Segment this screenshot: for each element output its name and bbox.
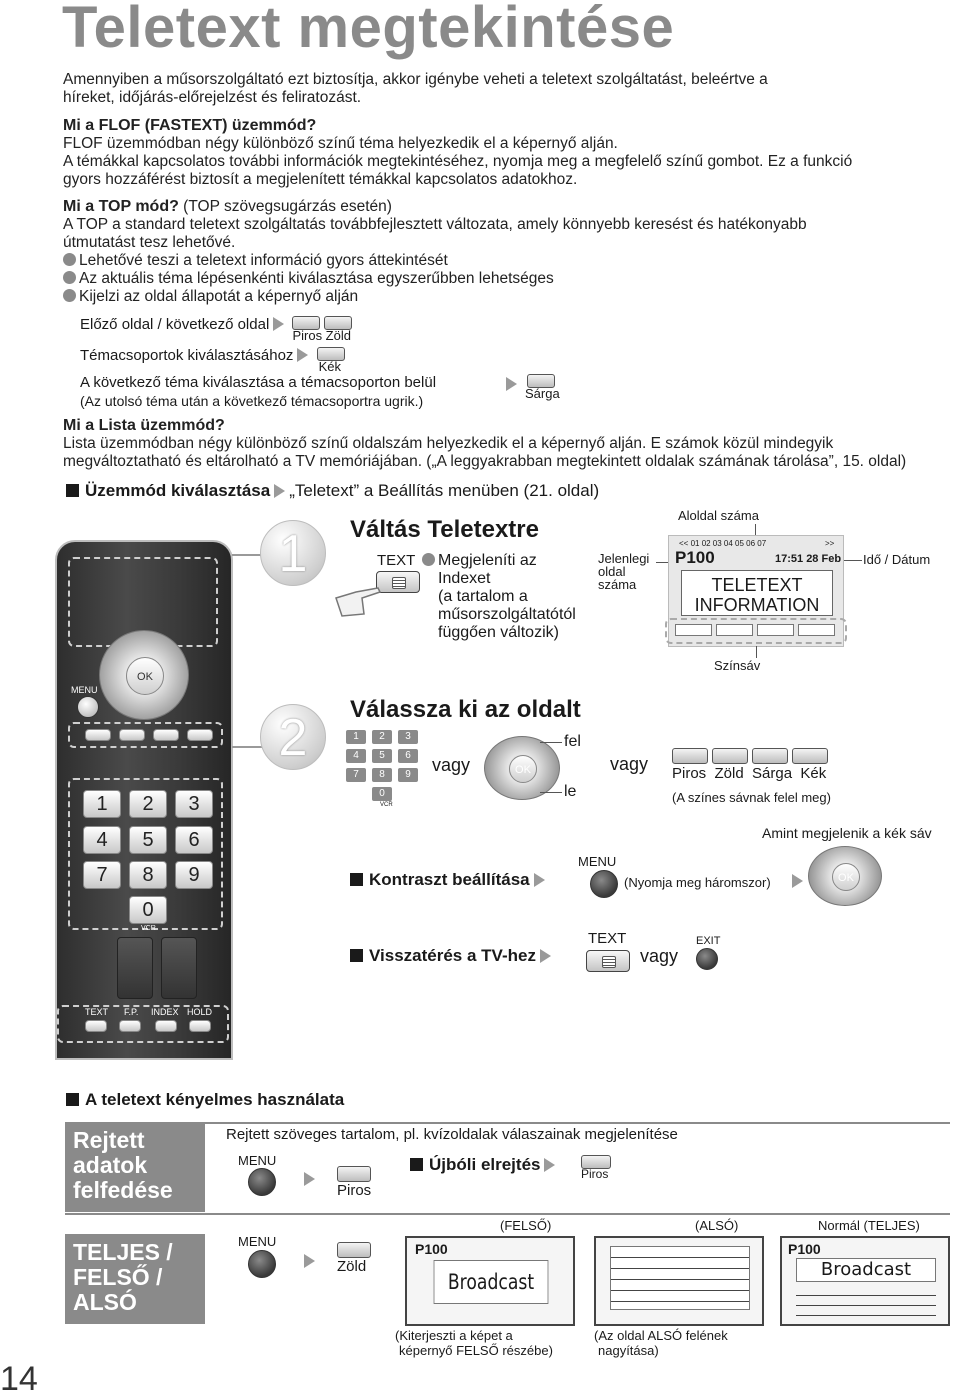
arrow-right-icon [544, 1158, 555, 1172]
arrow-right-icon [274, 484, 285, 498]
remote-digit-5[interactable]: 5 [129, 826, 167, 854]
screen-subpages: << 01 02 03 04 05 06 07 [679, 539, 767, 548]
bullet-icon [422, 553, 435, 566]
full-key-label: Zöld [337, 1258, 367, 1275]
step-2-down-label: le [564, 783, 577, 800]
hidden-menu-label: MENU [238, 1153, 277, 1168]
top-section: Mi a TOP mód? (TOP szövegsugárzás esetén) A TOP a standard teletext szolgáltatás továbbfejlesztett változata, amely könnyebb keresést és hatékonyabb útmutatást tesz lehetővé. Lehetővé teszi a teletext információ gyors áttekintését Az aktuális téma lépésenkénti kiválasztása egyszerűbben lehetséges Kijelzi az oldal állapotát a képernyő alján [63, 198, 807, 305]
remote-digit-0[interactable]: 0 [129, 896, 167, 924]
pointer-line [756, 646, 757, 658]
remote-volume-rocker[interactable] [117, 937, 153, 999]
step-2-colors-note: (A színes sávnak felel meg) [672, 790, 831, 805]
remote-menu-label: MENU [71, 685, 98, 695]
mini-key-4[interactable]: 4 [346, 749, 366, 763]
divider-line [65, 1122, 950, 1124]
screen-content: TELETEXT INFORMATION [681, 570, 833, 616]
remote-digit-1[interactable]: 1 [83, 790, 121, 818]
remote-digit-3[interactable]: 3 [175, 790, 213, 818]
step-2-up-label: fel [564, 733, 581, 750]
arrow-right-icon [297, 348, 308, 362]
hand-pointer-icon [334, 584, 384, 620]
contrast-note: (Nyomja meg háromszor) [624, 875, 771, 890]
contrast-row: Kontraszt beállítása [350, 870, 549, 890]
arrow-right-icon [273, 317, 284, 331]
divider-line [65, 1213, 950, 1215]
step-2-or-2: vagy [610, 754, 649, 774]
bullet-icon [63, 289, 76, 302]
remote-digit-2[interactable]: 2 [129, 790, 167, 818]
remote-blue-button[interactable] [187, 729, 213, 741]
lista-heading: Mi a Lista üzemmód? [63, 417, 225, 434]
remote-fp-button[interactable] [119, 1020, 141, 1032]
step-2-yellow-key[interactable] [752, 748, 788, 764]
top-title: (FELSŐ) [500, 1218, 552, 1233]
section-square-icon [410, 1158, 423, 1171]
convenient-heading: A teletext kényelmes használata [66, 1090, 344, 1110]
normal-screen-broadcast: Broadcast [796, 1258, 936, 1282]
step-1-desc: Megjeleníti az Indexet (a tartalom a műsorszolgáltatótól függően változik) [422, 552, 576, 642]
nav-prev-next: Előző oldal / következő oldal Piros Zöld [80, 316, 351, 343]
exit-label: EXIT [696, 935, 721, 947]
contrast-ok-button[interactable]: OK [832, 863, 860, 891]
rehide-row: Újbóli elrejtés [410, 1155, 559, 1175]
normal-screen [780, 1236, 950, 1326]
step-1-text-label: TEXT [377, 552, 416, 569]
top-screen-broadcast: Broadcast [434, 1260, 549, 1304]
rehide-key-label: Piros [581, 1167, 609, 1181]
hidden-key-label: Piros [337, 1182, 372, 1199]
color-bar-blue [798, 624, 835, 636]
lista-section: Mi a Lista üzemmód? Lista üzemmódban négy különböző színű oldalszám helyezkedik el a képernyő alján. E számok közül mindegyik megváltoztatható és eltárolható a TV memóriájában. („A leggyakrabban megtekintett oldalak számának tárolása”, 15. oldal) [63, 417, 907, 470]
full-top-bottom-label: TELJES / FELSŐ / ALSÓ [65, 1234, 205, 1324]
section-square-icon [350, 873, 363, 886]
step-2-dpad[interactable] [484, 736, 560, 800]
remote-red-button[interactable] [85, 729, 111, 741]
normal-screen-lines [796, 1286, 936, 1320]
remote-text-label: TEXT [85, 1007, 109, 1017]
remote-fp-label: F.P. [124, 1007, 139, 1017]
contrast-menu-button[interactable] [590, 870, 618, 898]
color-bar-red [675, 624, 712, 636]
bullet-icon [63, 271, 76, 284]
step-2-number: 2 [260, 704, 326, 770]
remote-menu-button[interactable] [77, 696, 99, 718]
section-square-icon [66, 1093, 79, 1106]
return-text-key[interactable] [586, 950, 630, 972]
hidden-menu-button[interactable] [248, 1168, 276, 1196]
full-green-key[interactable] [337, 1242, 371, 1258]
remote-digit-4[interactable]: 4 [83, 826, 121, 854]
color-bar-yellow [757, 624, 794, 636]
normal-title: Normál (TELJES) [818, 1218, 920, 1233]
top-heading: Mi a TOP mód? [63, 198, 179, 215]
bottom-note: (Az oldal ALSÓ felének nagyítása) [594, 1328, 728, 1358]
arrow-right-icon [540, 949, 551, 963]
pointer-line [540, 742, 562, 743]
contrast-caption: Amint megjelenik a kék sáv [762, 825, 932, 841]
remote-control [55, 540, 233, 1060]
color-bar-green [716, 624, 753, 636]
arrow-right-icon [304, 1172, 315, 1186]
remote-index-button[interactable] [155, 1020, 177, 1032]
pointer-line [842, 560, 862, 561]
step-1-number: 1 [260, 520, 326, 586]
remote-vcr-label: VCR [141, 925, 156, 932]
hidden-data-label: Rejtett adatok felfedése [65, 1122, 205, 1212]
color-keys-row [672, 748, 872, 766]
screen-more: >> [825, 539, 835, 548]
mini-key-2[interactable]: 2 [372, 730, 392, 744]
remote-index-label: INDEX [151, 1007, 179, 1017]
mode-select: Üzemmód kiválasztása „Teletext” a Beállítás menüben (21. oldal) [66, 481, 599, 501]
mini-key-7[interactable]: 7 [346, 768, 366, 782]
contrast-dpad[interactable] [808, 846, 882, 906]
full-menu-button[interactable] [248, 1250, 276, 1278]
bottom-screen-lines [610, 1246, 750, 1310]
hidden-desc: Rejtett szöveges tartalom, pl. kvízoldalak válaszainak megjelenítése [226, 1126, 678, 1143]
nav-topic-group: Témacsoportok kiválasztásához Kék [80, 347, 351, 377]
mini-key-6[interactable]: 6 [398, 749, 418, 763]
mini-key-3[interactable]: 3 [398, 730, 418, 744]
remote-digit-9[interactable]: 9 [175, 861, 213, 889]
top-note: (Kiterjeszti a képet a képernyő FELSŐ részébe) [395, 1328, 553, 1358]
mini-keypad [346, 730, 428, 808]
arrow-right-icon [304, 1254, 315, 1268]
full-menu-label: MENU [238, 1234, 277, 1249]
remote-digit-7[interactable]: 7 [83, 861, 121, 889]
flof-section: Mi a FLOF (FASTEXT) üzemmód? FLOF üzemmódban négy különböző színű téma helyezkedik el a képernyő alján. A témákkal kapcsolatos további információk megtekintéséhez, nyomja meg a megfelelő színű gombot. Ez a funkció gyors hozzáférést biztosít a megjelenített témákkal kapcsolatos adatokhoz. [63, 117, 853, 188]
mini-key-8[interactable]: 8 [372, 768, 392, 782]
mini-key-1[interactable]: 1 [346, 730, 366, 744]
remote-green-button[interactable] [119, 729, 145, 741]
step-2-red-key[interactable] [672, 748, 708, 764]
subpage-label: Aloldal száma [678, 508, 759, 523]
step-2-blue-key[interactable] [792, 748, 828, 764]
remote-yellow-button[interactable] [153, 729, 179, 741]
bottom-title: (ALSÓ) [695, 1218, 739, 1233]
remote-text-button[interactable] [85, 1020, 107, 1032]
remote-dpad[interactable] [99, 630, 189, 720]
mini-key-0[interactable]: 0 [372, 787, 392, 801]
step-2-or-1: vagy [432, 755, 471, 775]
time-date-label: Idő / Dátum [863, 552, 931, 567]
remote-hold-button[interactable] [189, 1020, 211, 1032]
hidden-red-key[interactable] [337, 1166, 371, 1182]
step-1-title: Váltás Teletextre [350, 516, 539, 543]
section-square-icon [350, 949, 363, 962]
step-2-ok-button[interactable]: OK [509, 755, 537, 783]
remote-ok-button[interactable]: OK [126, 657, 164, 695]
step-2-title: Válassza ki az oldalt [350, 696, 581, 723]
arrow-right-icon [506, 377, 517, 391]
flof-heading: Mi a FLOF (FASTEXT) üzemmód? [63, 117, 317, 134]
contrast-menu-label: MENU [578, 854, 617, 869]
return-row: Visszatérés a TV-hez [350, 946, 555, 966]
exit-button[interactable] [696, 948, 718, 970]
teletext-screen [668, 535, 844, 647]
remote-digit-8[interactable]: 8 [129, 861, 167, 889]
remote-digit-6[interactable]: 6 [175, 826, 213, 854]
bottom-screen [594, 1236, 764, 1326]
pointer-line [540, 792, 562, 793]
mini-vcr-label: VCR [380, 802, 393, 808]
remote-hold-label: HOLD [187, 1007, 213, 1017]
page-title: Teletext megtekintése [62, 0, 675, 60]
intro-text: Amennyiben a műsorszolgáltató ezt biztosítja, akkor igénybe veheti a teletext szolgáltatást, beleértve a híreket, időjárás-előrejelzést és feliratozást. [63, 71, 768, 106]
mini-key-9[interactable]: 9 [398, 768, 418, 782]
step-2-green-key[interactable] [712, 748, 748, 764]
current-page-label: Jelenlegi oldal száma [598, 551, 650, 592]
bullet-icon [63, 253, 76, 266]
top-screen-page: P100 [415, 1241, 448, 1257]
top-screen [405, 1236, 575, 1326]
color-bar-label: Színsáv [714, 658, 761, 673]
remote-channel-rocker[interactable] [161, 937, 197, 999]
arrow-right-icon [792, 874, 803, 888]
normal-screen-page: P100 [788, 1241, 821, 1257]
step-2-colors-label: Piros Zöld Sárga Kék [672, 765, 827, 782]
screen-time: 17:51 28 Feb [775, 553, 842, 565]
return-text-label: TEXT [588, 930, 627, 947]
arrow-right-icon [534, 873, 545, 887]
nav-next-topic: A következő téma kiválasztása a témacsoporton belül (Az utolsó téma után a következő témacsoportra ugrik.) [80, 374, 437, 409]
screen-page: P100 [675, 548, 715, 567]
section-square-icon [66, 484, 79, 497]
mini-key-5[interactable]: 5 [372, 749, 392, 763]
page-number: 14 [0, 1360, 38, 1397]
return-or: vagy [640, 946, 679, 966]
